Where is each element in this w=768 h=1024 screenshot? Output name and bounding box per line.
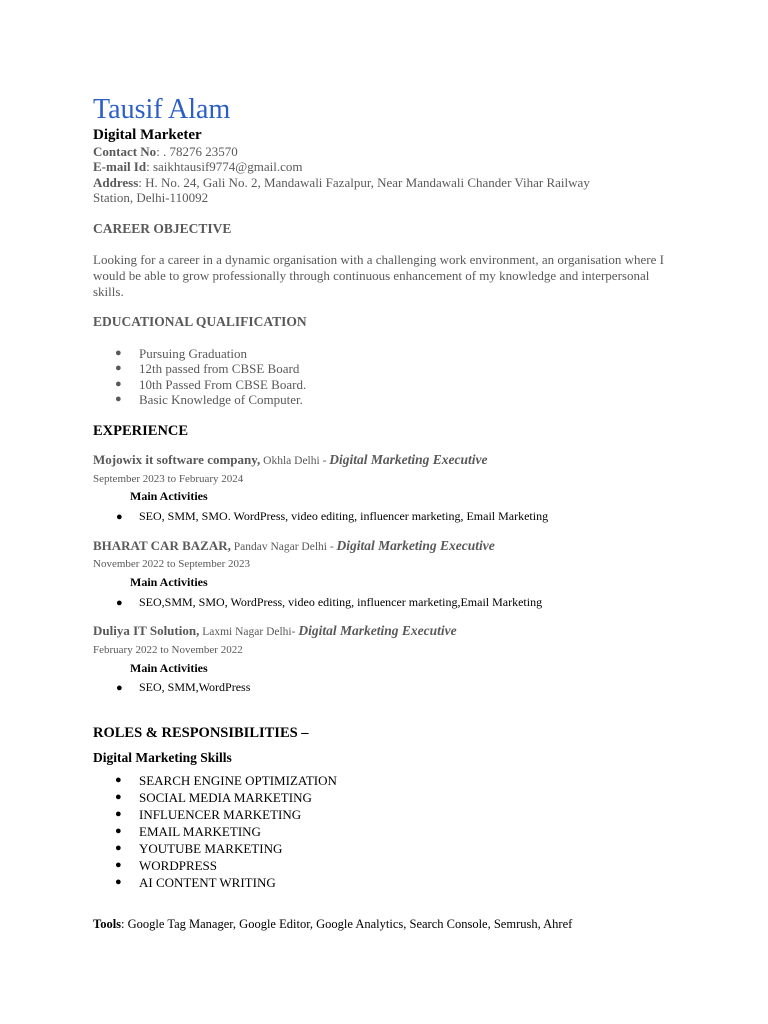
skills-subheading: Digital Marketing Skills — [93, 750, 232, 765]
experience-heading: EXPERIENCE — [93, 423, 189, 439]
job-position: Digital Marketing Executive — [298, 623, 457, 638]
job-position: Digital Marketing Executive — [329, 452, 488, 467]
activity-item: ● SEO,SMM, SMO, WordPress, video editing, influencer marketing,Email Marketing — [116, 595, 543, 609]
list-item: ● SOCIAL MEDIA MARKETING — [115, 790, 312, 805]
company-name: Mojowix it software company, — [93, 452, 261, 467]
tools-label: Tools — [93, 917, 122, 931]
bullet-icon: ● — [115, 808, 122, 820]
candidate-name: Tausif Alam — [93, 94, 231, 125]
address-line-2: Station, Delhi-110092 — [93, 190, 209, 205]
bullet-icon: ● — [115, 876, 122, 888]
email-label: E-mail Id — [93, 159, 147, 174]
main-activities-label: Main Activities — [130, 661, 208, 675]
bullet-icon: ● — [115, 842, 122, 854]
tools-line — [93, 917, 572, 932]
bullet-icon: ● — [116, 511, 123, 523]
list-item: ● 12th passed from CBSE Board — [115, 361, 300, 377]
job-dates: September 2023 to February 2024 — [93, 473, 244, 485]
bullet-icon: ● — [116, 597, 123, 609]
list-item: ● AI CONTENT WRITING — [115, 875, 276, 890]
list-item: ● INFLUENCER MARKETING — [115, 807, 302, 822]
contact-value: : . 78276 23570 — [156, 144, 238, 159]
bullet-icon: ● — [115, 791, 122, 803]
list-item: ● Basic Knowledge of Computer. — [115, 391, 303, 407]
career-objective-heading: CAREER OBJECTIVE — [93, 221, 232, 236]
bullet-icon: ● — [115, 362, 122, 375]
company-name: BHARAT CAR BAZAR, — [93, 538, 231, 553]
activity-item: ● SEO, SMM, SMO. WordPress, video editing, influencer marketing, Email Marketing — [116, 509, 549, 523]
list-item: ● Pursuing Graduation — [115, 346, 247, 361]
bullet-icon: ● — [115, 347, 122, 359]
bullet-icon: ● — [115, 774, 122, 786]
skills-list — [93, 772, 337, 891]
education-list — [93, 346, 306, 407]
email-value: : saikhtausif9774@gmail.com — [146, 159, 303, 174]
job-location: Laxmi Nagar Delhi- — [199, 626, 299, 638]
address-line — [93, 175, 590, 191]
list-item: ● EMAIL MARKETING — [115, 824, 261, 839]
main-activities-label: Main Activities — [130, 489, 208, 503]
job-title-line — [93, 452, 488, 469]
job-title-line — [93, 623, 457, 640]
activity-item: ● SEO, SMM,WordPress — [116, 680, 251, 694]
candidate-role: Digital Marketer — [93, 127, 202, 143]
roles-heading: ROLES & RESPONSIBILITIES – — [93, 725, 309, 741]
list-item: ● YOUTUBE MARKETING — [115, 841, 283, 856]
job-location: Okhla Delhi - — [260, 455, 330, 467]
company-name: Duliya IT Solution, — [93, 623, 200, 638]
email-line — [93, 159, 303, 175]
job-location: Pandav Nagar Delhi - — [230, 541, 337, 553]
bullet-icon: ● — [115, 377, 122, 390]
education-heading: EDUCATIONAL QUALIFICATION — [93, 314, 307, 329]
address-value-line1: : H. No. 24, Gali No. 2, Mandawali Fazalpur, Near Mandawali Chander Vihar Railway — [138, 175, 590, 190]
job-dates: February 2022 to November 2022 — [93, 644, 243, 656]
bullet-icon: ● — [115, 859, 122, 871]
list-item: ● SEARCH ENGINE OPTIMIZATION — [115, 773, 337, 788]
bullet-icon: ● — [116, 682, 123, 694]
tools-value: : Google Tag Manager, Google Editor, Google Analytics, Search Console, Semrush, Ahref — [121, 917, 573, 931]
bullet-icon: ● — [115, 825, 122, 837]
career-objective-text: Looking for a career in a dynamic organisation with a challenging work environment, an organisation where I would be able to grow professionally through continuous enhancement of my knowledge and interpersonal skills. — [93, 252, 664, 299]
job-title-line — [93, 538, 495, 555]
main-activities-label: Main Activities — [130, 575, 208, 589]
job-dates: November 2022 to September 2023 — [93, 558, 251, 570]
list-item: ● WORDPRESS — [115, 858, 218, 873]
contact-line — [93, 144, 238, 160]
contact-label: Contact No — [93, 144, 157, 159]
bullet-icon: ● — [115, 392, 122, 405]
address-label: Address — [93, 175, 139, 190]
job-position: Digital Marketing Executive — [336, 538, 495, 553]
list-item: ● 10th Passed From CBSE Board. — [115, 376, 307, 392]
